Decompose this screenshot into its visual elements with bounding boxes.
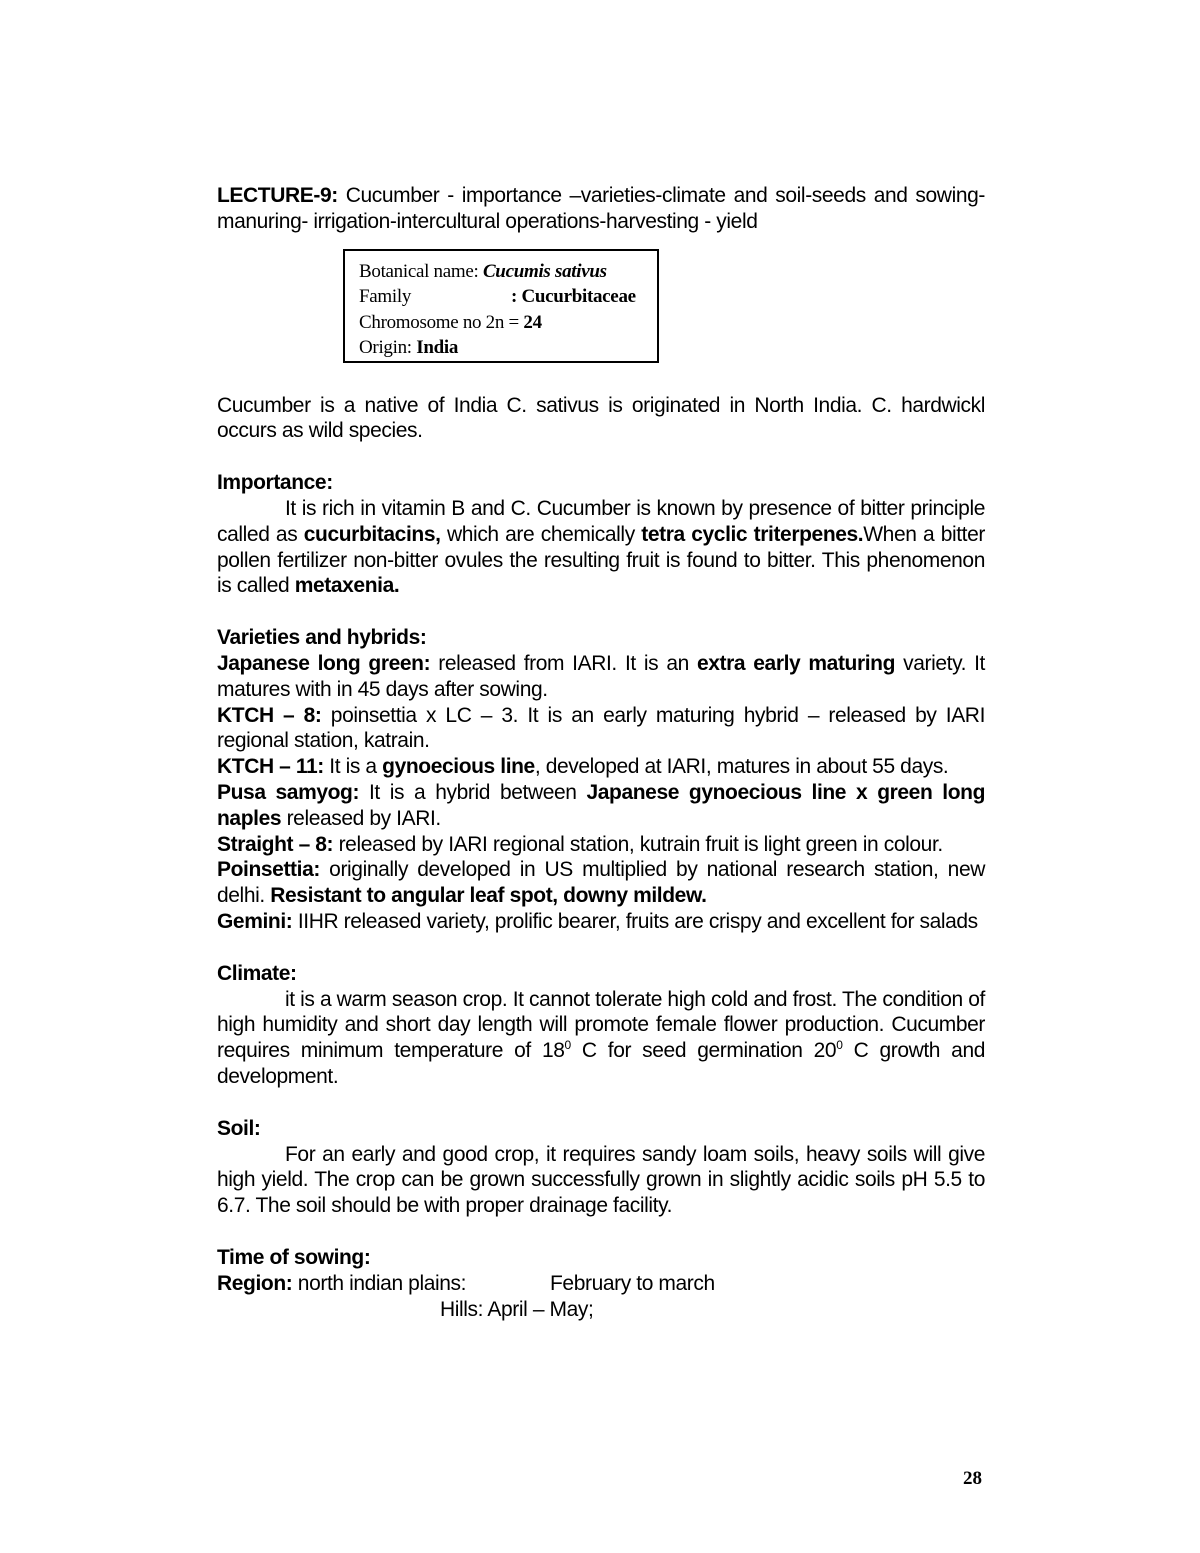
botanical-info-box	[343, 249, 659, 363]
chromosome-row	[359, 310, 647, 336]
chromosome-value: 24	[523, 311, 542, 333]
origin-value: India	[416, 337, 459, 359]
lecture-title: Cucumber - importance –varieties-climate and soil-seeds and sowing-manuring- irrigation-intercultural operations-harvesting - yield	[217, 184, 985, 233]
intro-paragraph: Cucumber is a native of India C. sativus is originated in North India. C. hardwickl occurs as wild species.	[217, 393, 985, 443]
variety-ktch-8: KTCH – 8: poinsettia x LC – 3. It is an early maturing hybrid – released by IARI regional station, katrain.	[217, 703, 985, 753]
origin-row	[359, 335, 647, 361]
importance-paragraph: It is rich in vitamin B and C. Cucumber is known by presence of bitter principle called as cucurbitacins, which are chemically tetra cyclic triterpenes.When a bitter pollen fertilizer non-bitter ovules the resulting fruit is found to bitter. This phenomenon is called metaxenia.	[217, 496, 985, 598]
botanical-name-row	[359, 259, 647, 285]
origin-label: Origin:	[359, 337, 417, 359]
chromosome-label: Chromosome no 2n =	[359, 311, 524, 333]
variety-pusa-samyog: Pusa samyog: It is a hybrid between Japanese gynoecious line x green long naples released by IARI.	[217, 780, 986, 830]
variety-ktch-11: KTCH – 11: It is a gynoecious line, developed at IARI, matures in about 55 days.	[217, 755, 949, 779]
variety-gemini: Gemini: IIHR released variety, prolific bearer, fruits are crispy and excellent for salads	[217, 909, 978, 933]
sowing-heading: Time of sowing:	[217, 1245, 371, 1269]
soil-heading: Soil:	[217, 1116, 261, 1140]
sowing-region-plains: Region: north indian plains: February to march	[217, 1271, 715, 1295]
page-number: 28	[963, 1468, 982, 1489]
sowing-region-hills: Hills: April – May;	[440, 1297, 594, 1321]
family-label: Family	[359, 286, 412, 308]
climate-paragraph: it is a warm season crop. It cannot tolerate high cold and frost. The condition of high humidity and short day length will promote female flower production. Cucumber requires minimum temperature of $18^0$ C for seed germination $20^0$ C growth and development.	[217, 987, 986, 1088]
family-row	[359, 284, 647, 310]
variety-poinsettia: Poinsettia: originally developed in US multiplied by national research station, new delhi. Resistant to angular leaf spot, downy mildew.	[217, 858, 985, 908]
variety-straight-8: Straight – 8: released by IARI regional station, kutrain fruit is light green in colour.	[217, 832, 943, 856]
botanical-label: Botanical name:	[359, 260, 483, 282]
variety-japanese-long-green: Japanese long green: released from IARI. It is an extra early maturing variety. It matures with in 45 days after sowing.	[217, 651, 985, 701]
varieties-heading: Varieties and hybrids:	[217, 626, 427, 650]
page-content	[217, 183, 985, 1323]
soil-paragraph: For an early and good crop, it requires sandy loam soils, heavy soils will give high yield. The crop can be grown successfully grown in slightly acidic soils pH 5.5 to 6.7. The soil should be with proper drainage facility.	[217, 1142, 985, 1218]
family-value: : Cucurbitaceae	[511, 286, 636, 308]
botanical-value: Cucumis sativus	[482, 260, 607, 282]
lecture-heading	[217, 183, 985, 235]
climate-heading: Climate:	[217, 961, 297, 985]
importance-heading: Importance:	[217, 471, 333, 495]
lecture-label: LECTURE-9:	[217, 184, 338, 207]
